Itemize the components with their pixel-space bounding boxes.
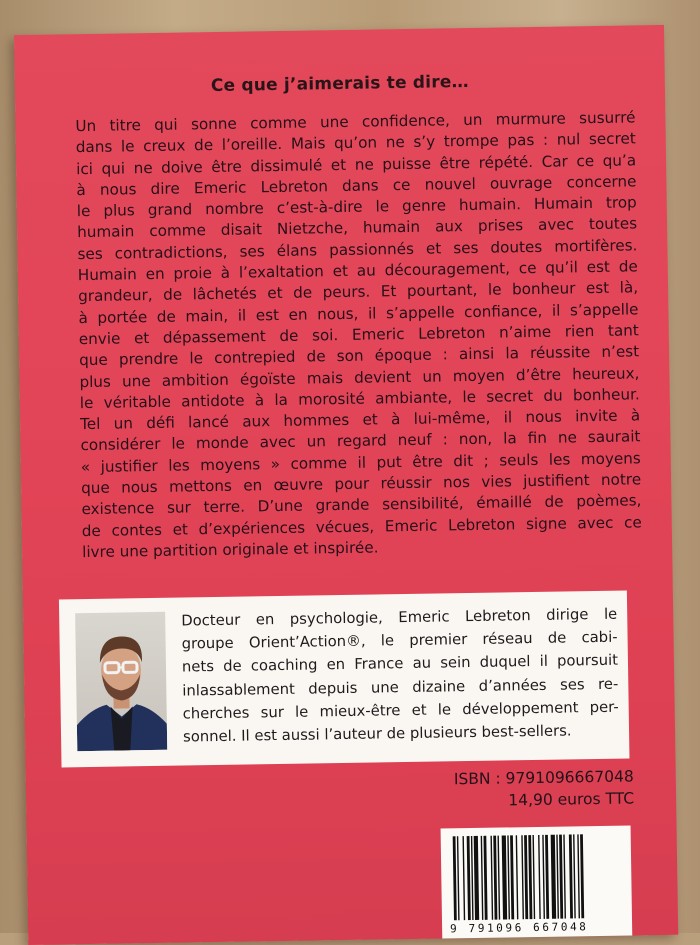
- bio-line: nets de coaching en France au sein duquel il poursuit: [182, 649, 618, 679]
- author-portrait-icon: [75, 612, 167, 751]
- blurb-line: ses contradictions, ses élans passionnés et ses doutes mortifères.: [77, 235, 637, 265]
- blurb-line: plus une ambition égoïste mais devient un moyen d’être heureux,: [79, 363, 639, 393]
- bio-line: Docteur en psychologie, Emeric Lebreton dirige le: [181, 603, 617, 633]
- blurb-line: dans le creux de l’oreille. Mais qu’on ne s’y trompe pas : nul secret: [76, 129, 636, 159]
- price: 14,90 euros TTC: [454, 787, 634, 812]
- blurb-line: que nous mettons en œuvre pour réussir nos vies justifient notre: [81, 469, 641, 499]
- blurb-line: Tel un défi lancé aux hommes et à lui-même, il nous invite à: [80, 405, 640, 435]
- blurb-line: ici qui ne doive être dissimulé et ne puisse être répété. Car ce qu’a: [76, 150, 636, 180]
- blurb-line: considérer le monde avec un regard neuf : non, la fin ne saurait: [80, 427, 640, 457]
- blurb-line: grandeur, de lâchetés et de peurs. Et pourtant, le bonheur est là,: [78, 278, 638, 308]
- blurb-line: que prendre le contrepied de son époque : ainsi la réussite n’est: [79, 342, 639, 372]
- bio-line: cherches sur le mieux-être et le développement per-: [183, 696, 619, 726]
- blurb-line: de contes et d’expériences vécues, Emeric Lebreton signe avec ce: [82, 512, 642, 542]
- blurb-line: Un titre qui sonne comme une confidence, un murmure susurré: [75, 107, 635, 137]
- bio-line: sonnel. Il est aussi l’auteur de plusieurs best-sellers.: [183, 719, 619, 749]
- blurb-line: existence sur terre. D’une grande sensibilité, émaillé de poèmes,: [81, 491, 641, 521]
- barcode-digits: 9 791096 667048: [450, 920, 624, 936]
- blurb-line: le véritable antidote à la morosité ambiante, le secret du bonheur.: [80, 384, 640, 414]
- barcode: [441, 826, 633, 939]
- book-back-cover: [14, 25, 678, 945]
- blurb-line: à portée de main, il est en nous, il s’appelle confiance, il s’appelle: [78, 299, 638, 329]
- author-panel: [59, 591, 630, 768]
- blurb-line: livre une partition originale et inspirée.: [82, 533, 642, 563]
- bio-line: inlassablement depuis une dizaine d’années ses re-: [182, 672, 618, 702]
- bio-line: groupe Orient’Action®, le premier réseau de cabi-: [181, 626, 617, 656]
- blurb-line: envie et dépassement de soi. Emeric Lebreton n’aime rien tant: [79, 320, 639, 350]
- blurb-line: humain comme disait Nietzche, humain aux prises avec toutes: [77, 214, 637, 244]
- isbn-number: ISBN : 9791096667048: [454, 765, 634, 790]
- blurb-text: [75, 107, 642, 563]
- isbn-price-block: [454, 765, 635, 812]
- blurb-line: le plus grand nombre c’est-à-dire le genre humain. Humain trop: [77, 193, 637, 223]
- blurb-line: Humain en proie à l’exaltation et au découragement, ce qu’il est de: [78, 256, 638, 286]
- author-photo: [75, 612, 167, 751]
- blurb-line: « justifier les moyens » comme il put être dit ; seuls les moyens: [81, 448, 641, 478]
- blurb-line: à nous dire Emeric Lebreton dans ce nouvel ouvrage concerne: [76, 171, 636, 201]
- book-title: Ce que j’aimerais te dire…: [15, 69, 665, 99]
- author-bio: [181, 603, 619, 749]
